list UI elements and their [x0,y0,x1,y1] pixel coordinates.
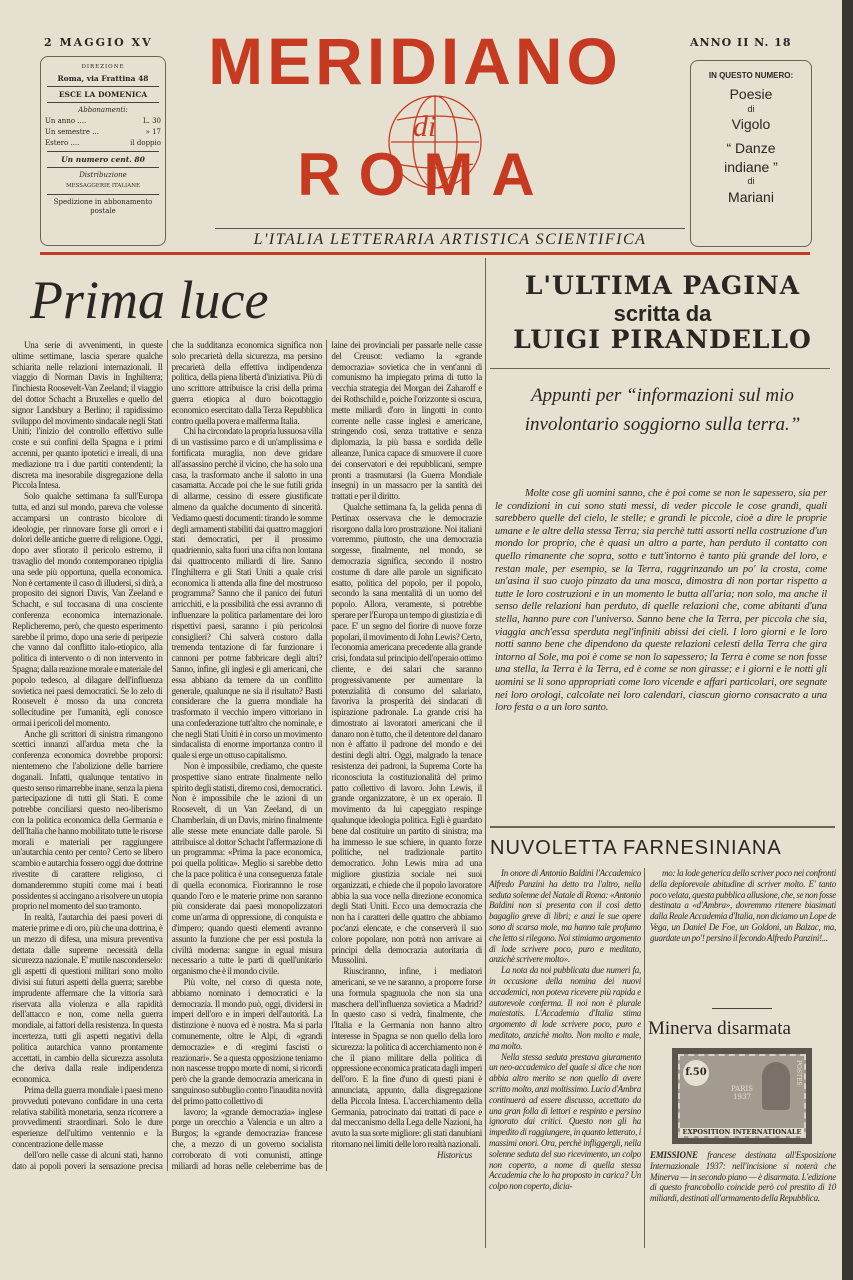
headline-line: L'ULTIMA PAGINA [524,271,801,300]
paragraph: Solo qualche settimana fa sull'Europa tutta, ed anzi sul mondo, pareva che volesse accamparsi un contrasto bicolore di ideologie, per rinnovare forse gli orrori e i dolori delle antiche guerre di religione. Oggi, dopo aver sfiorato il pericolo estremo, il travaglio del mondo contemporaneo ripiglia una sede più opportuna, quella economica. Non è certamente il caso di illudersi, si dirà, a proposito dei signori Davis, Van Zeeland e Schacht, e sul toccasana di una cosciente conferenza economica internazionale. Replicheremo, però, che questo esperimento sarebbe il primo, dopo una serie di peripezie che vanno dal conflitto italo-etiopico, alla politica di intervento o di non intervento in Spagna; dalla reazione morale e materiale del popolo tedesco, al dilagare dell'influenza sovietica nei paesi democratici. Se lo zelo di Roosevelt è mosso da una concreta sollecitudine per l'umanità, egli conosce ormai i pericoli del momento. [12,491,163,728]
pirandello-headline [490,272,835,355]
divider [47,194,159,195]
postal-note: Spedizione in abbonamento postale [53,198,153,215]
divider [490,368,830,369]
rate-price: » 17 [145,128,161,136]
contents-label: IN QUESTO NUMERO: [708,71,794,80]
caption-text: francese destinata all'Esposizione Internazionale 1937: nell'incisione si noterà che Minerva — in secondo piano — è disarmata. L'edizione di questo francobollo coincide però col prestito di 10 miliardi, destinati all'armamento della Repubblica. [650,1150,836,1204]
divider [47,151,159,152]
contents-item: “ Danze indiane ” [724,140,778,175]
contents-item: Poesie [729,86,773,103]
distribution-label: Distribuzione [79,171,127,179]
paragraph: Nella stessa seduta prestava giuramento un neo-accademico del quale si dice che non abbia altro merito se non quello di avere scritto molto, anzi moltissimo. Lucio d'Ambra continuerà ad essere discusso, accettato da una gran folla di lettori e respinto e persino ignorato dai critici. Questo non gli ha impedito di raggiungere, in quanto letterato, i massimi onori. Ora, perchè infliggergli, nella solenne seduta del suo ricevimento, un colpo non coperto, a nome di quella stessa Accademia che lo ha proposto in carica? Un colpo non coperto, dicia- [489,1051,641,1192]
caption-lead: EMISSIONE [650,1150,698,1160]
column-divider [485,258,486,1248]
divider [712,1008,772,1009]
pirandello-text: Molte cose gli uomini sanno, che è poi come se non le sapessero, sia per le condizioni in cui sono stati messi, di veder piccole le cose grandi, quali sarebbero quelle del cielo, le stelle; e grandi le piccole, cioè a dire le proprie umane e le altre della stessa Terra; sia perchè tutti assorti nella costruzione d'un mondo lor proprio, che è quasi un altro a parte, han perduto il contatto con quello rimanente che sopra, sotto e tutt'intorno è tanto più grande del loro, e restan male, per esempio, se la Terra, raggrinzando un po' la crosta, come un'asina il suo cuojo pinzato da una mosca, dimostra di non portar rispetto a tutte le loro costruzioni e in un momento le butta all'aria; non solo, ma anche il senso delle relazioni han perduto, di quelle relazioni che, come abitanti d'una stella, hanno pure con l'universo. Sanno bene che la Terra, per piccola che sia, viaggia anch'essa sperduta negl'infiniti abissi dei cieli. I loro giorni e le loro notti sanno bene che dipendono da queste relazioni celesti della Terra che gira intorno al Sole, ma poi è come se non lo sapessero; la Terra è come se non fosse una stella, la Terra è la Terra, ed è come se non girasse; e i giorni e le notti gli uomini se li sono appropriati come loro vicende e affari particolari, ore segnate nei loro orologi, calcolate nei loro calendari, ciascun giorno consacrato a una loro festa o a un loro santo. [495,488,827,714]
divider [47,167,159,168]
contents-item: Vigolo [731,116,771,133]
stamp-value: f.50 [683,1060,709,1086]
rate-row [41,138,165,149]
schedule: ESCE LA DOMENICA [58,90,148,99]
paragraph: Una serie di avvenimenti, in queste ultime settimane, lascia sperare qualche schiarita nelle relazioni internazionali. Il viaggio di Norman Davis in Inghilterra; l'inchiesta Roosevelt-Van Zeeland; il viaggio del dottor Schacht a Bruxelles e quello del signor Landsbury a Berlino; il rapidissimo sviluppo del movimento sindacale negli Stati Uniti; l'inizio del controllo effettivo sulle coste e sui confini della Spagna e i primi accenni, per quanto ipotetici e irreali, di una mediazione tra i due partiti contendenti; la discreta ma inesorabile disgregazione della Piccola Intesa. [12,340,163,491]
contents-item: Mariani [728,188,774,205]
paragraph: Prima della guerra mondiale i paesi meno provveduti potevano confidare in una certa relativa stabilità monetaria, senza ricorrere a provvedimenti straordinari. Solo le dure esperienze dell'ultimo ventennio e la concentrazione delle masse [12,1084,163,1149]
nuvoletta-column-2 [650,868,836,944]
issue-date: 2 MAGGIO XV [44,36,153,49]
masthead-di: di [413,110,437,143]
minerva-headline: Minerva disarmata [648,1018,791,1039]
divider [47,86,159,87]
direzione-label: DIREZIONE [81,64,125,70]
paragraph: Non è impossibile, crediamo, che queste prospettive siano entrate finalmente nello spirito degli statisti, diremo così, democratici. Non è impossibile che le azioni di un Roosevelt, di un Van Zeeland, di un Chamberlain, di un Davis, mirino finalmente alle stesse mete enunciate dalle parole. Si attribuisce al dottor Schacht l'affermazione di un programma: «Prima la pace economica, poi quella politica». Meglio si sarebbe detto che la pace politica è una conseguenza fatale di quella economica. Fiorirannno le rose quando l'oro e le materie prime non saranno più considerate dai paesi monopolizzatori come un'arma di oppressione, di conquista e d'impero; quando questi elementi avranno assunto la funzione che per essi postula la civiltà moderna: sangue in egual misura necessario a tutte le parti di quell'unitario organismo che è il mondo civile. [171,761,323,977]
contents-item: di [747,175,755,186]
headline-line: scritta da [613,300,712,326]
paragraph: dell'oro nelle casse di alcuni stati, hanno dato ai popoli poveri la sensazione precisa che la sudditanza economica significa non solo precarietà della sicurezza, ma persino precarietà della effettiva indipendenza politica, della piena libertà d'iniziativa. Più di uno scrittore attribuisce la crisi della prima guerra etiopica al duro boicottaggio economico esercitato dalla Terza Repubblica contro quella povera e malferma Italia. [12,340,323,1171]
masthead-roma: ROMA [297,141,553,208]
contents-box [690,60,812,247]
prima-luce-article-columns [12,340,482,1171]
nuvoletta-column-1 [489,868,641,1192]
paragraph: Riusciranno, infine, i mediatori americani, se ve ne saranno, a proporre forse una formula spagnuola che non sia una maschera dell'influenza sovietica a Madrid? In questo caso si vedrà, finalmente, che l'Italia e la Germania non hanno altro interesse in Spagna se non quello della loro sicurezza: la politica di accerchiamento non è che il piano militare della politica di oppressione economica praticata dagli imperi dell'oro. E la fine d'uno di questi piani è annunciata, appunto, dalla disgregazione della Piccola Intesa. L'accerchiamento della Germania, patrocinato dai trattati di pace e dal meccanismo della Lega delle Nazioni, ha avuto la sua sorte migliore: gli stati danubiani ritornano nei limiti delle loro realtà nazionali. [331,966,482,1149]
contents-item: di [747,103,755,114]
rate-label: Un semestre ... [45,128,99,136]
divider [490,826,835,828]
issue-number: ANNO II N. 18 [690,36,792,49]
rate-row [41,127,165,138]
address: Roma, via Frattina 48 [57,74,149,83]
paragraph: In realtà, l'autarchia dei paesi poveri di materie prime e di oro, più che una dottrina, è un mezzo di difesa, una misura preventiva dettata dalle supreme necessità della sicurezza nazionale. E' mutile nasconderselo: gli aspetti di questioni militari sono molto divisi sui futuri aspetti della guerra; sarebbe imprudente affermare che la vittoria sarà riservata alla violenza e alla rapidità dell'attacco e non, come nella guerra mondiale, ai fattori della resistenza. In questa incertezza, tutti gli aspetti negativi della politica autarchica vanno prontamente accettati, in cambio della sicurezza assoluta che deriva dalla reale indipendenza economica. [12,912,163,1085]
page-edge-shadow [842,0,853,1280]
column-divider [644,868,645,1248]
handwritten-title: Appunti per “informazioni sul mio involontario soggiorno sulla terra.” [524,385,801,435]
paragraph: In onore di Antonio Baldini l'Accademico Alfredo Panzini ha detto tra l'altro, nella seduta solenne del Natale di Roma: «Antonio Baldini non si presenta con il così detto bagaglio greve di libri; e anzi le sue opere sono di scarsa mole, ma hanno tale profumo che letto si rilegono. Noi stimiamo argomento di lode scrivere poco, puro e meditato, anzichè scrivere molto». [489,868,641,965]
paragraph: Chi ha circondato la propria lussuosa villa di un vastissimo parco e di un'amplissima e fortificata muraglia, non deve gridare all'assassino perchè il vicino, che ha solo una casa, la trasformato anche il salotto in una casamatta. Accade poi che le sue futili grida di allarme, cessino di essere giustificate almeno da qualche documento di sincerità. Vediamo questi documenti: tirando le somme degli armamenti stabiliti dai quattro maggiori stati democratici, per il prossimo quadriennio, salta fuori una cifra non lontana dai quattrocento miliardi di lire. Sanno l'Inghilterra e gli Stati Uniti a quale crisi economica li attenda alla fine del mostruoso programma? Sanno che il panico dei futuri arricchiti, e la possibilità che essi avranno di influenzare la politica parlamentare dei loro rispettivi paesi, saranno i più pericolosi consiglieri? Chi salverà costoro dalla tremenda tentazione di far funzionare i cannoni per potrne fabbricare degli altri? Sanno, infine, gli inglesi e gli americani, che essa abbiano da temere da un conflitto generale, qualunque ne sia il risultato? Basti considerare che la guerra mondiale ha trasformato il vecchio impero vittoriano in una confederazione tutt'altro che nominale, e che negli Stati Uniti è in corso un movimento sindacalista di enorme importanza contro il quale si erge un ottuso capitalismo. [171,426,323,761]
prima-luce-headline: Prima luce [30,270,269,330]
subscription-box [40,56,166,246]
paragraph: Qualche settimana fa, la gelida penna di Pertinax osservava che le democrazie risorgono dalla loro prostrazione. Noi italiani vorremmo, piuttosto, che una democrazia sorgesse, finalmente, nel mondo, se democrazia significa, secondo il nostro costume di dare alle parole un significato esatto, politica del popolo, per il popolo, secondo la sana mentalità di un uomo del popolo. Allora, veramente, si potrebbe sperare per l'Europa un tempo di giustizia e di pace. E' un segno del fiorire di nuove forze popolari, il movimento di John Lewis? Certo, l'economia americana precedente alla grande crisi, fondata sul principio dell'operaio ottimo cliente, e dei salari che saranno progressivamente per aumentare la potenzialità di consumo del salariato, favoriva la prosperità dei sindacati di ispirazione padronale. La grande crisi ha dimostrato ai lavoratori americani che il danaro non è tutto, che il detentore del danaro non è affatto il padrone del mondo e dei destini degli altri. Oggi, malgrado la tenace resistenza dei padroni, la Suprema Corte ha riconosciuta la costituzionalità del primo patto collettivo di lavoro. John Lewis, il grande organizzatore, è un ex operaio. Il movimento da lui capeggiato respinge qualunque ideologia politica. Egli è guardato bene dal costituire un partito di sinistra; ma ha immesso le sue schiere, in quanto forze politiche, nel tradizionale partito democratico. John Lewis mira ad una migliore giustizia sociale nei suoi organizzati, e chiede che il popolo lavoratore abbia la sua voce nella direzione economica degli Stati Uniti. Ecco una democrazia che non ha i caratteri delle quattro che abbiamo poc'anzi elencate, e che conserverà il suo colore popolare, non potrà non arrivare ai principi della democrazia autoritaria di Mussolini. [331,501,482,966]
article-signature: Historicus [436,1149,472,1160]
rate-label: Estero .... [45,139,80,147]
rate-row [41,116,165,127]
nuvoletta-headline: NUVOLETTA FARNESINIANA [490,837,782,859]
stamp-caption [650,1150,836,1204]
rate-label: Un anno .... [45,117,87,125]
headline-line: LUIGI PIRANDELLO [513,325,812,355]
rate-price: il doppio [130,139,161,147]
rate-price: L. 30 [142,117,161,125]
masthead-title: MERIDIANO [208,24,622,98]
divider [47,102,159,103]
masthead-red-rule [40,252,810,255]
abbonamenti-label: Abbonamenti: [78,106,128,114]
stamp-image [672,1048,812,1144]
masthead-subtitle: L'ITALIA LETTERARIA ARTISTICA SCIENTIFICA [215,228,685,249]
stamp-side: POSTES [795,1060,802,1086]
stamp-city: PARIS 1937 [731,1085,753,1101]
minerva-figure-icon [762,1062,790,1110]
paragraph: mo: la lode generica dello scriver poco nei confronti della deplorevole abitudine di scriver molto. E' tanto poco velata, questa pubblica allusione, che, se non fosse destinata a «d'Ambra», dovremmo ritenere biasimati dalla Reale Accademia d'Italia, non diciamo un Lope de Vega, un Daniel De Foe, un Goldoni, un Balzac, ma, guardate un po'! persino il fecondo Alfredo Panzini!... [650,868,836,943]
paragraph: Più volte, nel corso di questa note, abbiamo nominato i democratici e la democrazia. Il mondo può, oggi, dividersi in imperi dell'oro e in imperi dell'autorità. La distinzione è nuova ed è nostra. Ma si parla comunemente, oltre le Alpi, di «grandi democrazie» e di «regimi fascisti o reazionari». Se a questa opposizione teniamo non nascesse troppo morte di nomi, si ricordi però che la grande democrazia americana in sanguinoso subbuglio contro l'inaudita novità del primo patto collettivo di [171,977,323,1106]
paragraph: Anche gli scrittori di sinistra rimangono scettici innanzi all'ardua meta che la conferenza economica dovrebbe proporsi: nientemeno che l'abolizione delle barriere doganali. Infatti, qualunque tentativo in questo senso rimarrebbe inane, senza la piena partecipazione di tutti gli Stati. E come potrebbe conciliarsi questo neo-liberismo con la politica economica della Germania e dell'Italia che hanno mobilitato tutte le risorse morali e materiali per raggiungere un'autarchia cento per cento? Certo se libero scambio e autarchia fossero oggi due dottrine rivestite di carattere religioso, ci domanderemmo stupiti come mai i beati possidentes si accingano a risolvere un utopia proprio nel momento del suo tramonto. [12,728,163,912]
paragraph: La nota da noi pubblicata due numeri fa, in occasione della nomina dei nuovi accademici, non poteva ricevere più rapida e autorevole conferma. Il noi non è plurale maiestatis. L'Accademia d'Italia stima argomento di lode scrivere poco, puro e meditato, anzichè molto. Non molto e male, ma molto. [489,965,641,1051]
stamp-banner: EXPOSITION INTERNATIONALE [680,1128,804,1136]
single-copy-price: Un numero cent. 80 [61,155,145,164]
distributor: MESSAGGERIE ITALIANE [65,183,141,189]
paragraph: lavoro; la «grande democrazia» inglese porge un orecchio a Valencia e un altro a Burgos; la «grande democrazia» francese che, a mezzo di un governo socialista corroborato di voti comunisti, attinge miliardi ad horas nelle celeberrime bas de laine dei provinciali per passarle nelle casse del Creusot: vediamo la «grande democrazia» sovietica che in vent'anni di comunismo ha impiegato prima di tutto la vecchia strategia dei Morgan dei Zaharoff e dei Rothschild e, poiche l'orizzonte si oscura, mette miliardi d'oro in lingotti in conto corrente nelle casse inglesi e americane, stringendo così, senza trattative e senza diplomazia, la più bassa e sordida delle alleanze, l'unica capace di smuovere il cuore dei conservatori e dei repubblicani, sempre pronti a trasmutarsi (la Guerra Mondiale insegni) in un massacro per la santità dei trattati e per il diritto. [171,340,482,1171]
